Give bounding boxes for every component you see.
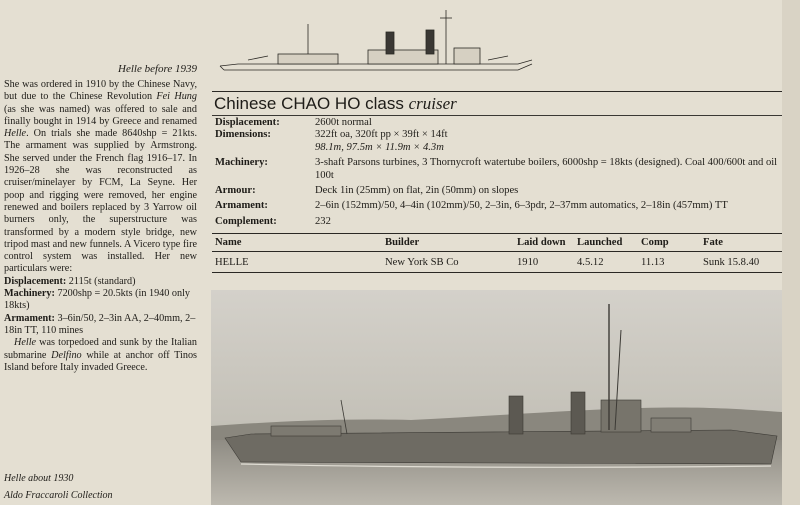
spec-row-complement: [215, 216, 780, 228]
cell-comp: 11.13: [641, 257, 665, 268]
heading-underline: [212, 115, 782, 116]
spec-value: 7200shp = 20.5kts (in 1940 only 18kts): [4, 288, 191, 312]
caption-ship-name: Helle: [118, 63, 142, 75]
caption-text: about 1930: [25, 473, 74, 484]
history-paragraph: [4, 79, 197, 276]
new-displacement: [4, 276, 197, 288]
ship-name: Helle: [4, 128, 27, 140]
col-name: Name: [215, 237, 242, 248]
text-run: . On trials she made 8640shp = 21kts. The armament was supplied by Armstrong. She served under the French flag 1916–17. In 1926–28 she was reconstructed as cruiser/minelayer by FCM, La Seyne. Her poop and rigging were removed, her engine renewed and boilers replaced by 3 Yarrow oil burners only, the superstructure was transformed by a modern style bridge, new tripod mast and new funnels. A Vicero type fire control system was installed. Her new particulars were:: [4, 128, 197, 275]
cell-fate: Sunk 15.8.40: [703, 257, 760, 268]
spec-label: Machinery:: [4, 288, 55, 300]
col-builder: Builder: [385, 237, 420, 248]
caption-text: before 1939: [141, 63, 198, 75]
spec-value: 2600t normal: [315, 117, 372, 128]
table-header-rule: [212, 251, 782, 252]
col-laid-down: Laid down: [517, 237, 566, 248]
spec-row-displacement: [215, 117, 780, 129]
spec-value: 3-shaft Parsons turbines, 3 Thornycroft watertube boilers, 6000shp = 18kts (designed). Coal 400/600t and oil 100t: [315, 157, 778, 181]
class-title: [214, 94, 457, 114]
spec-value: 232: [315, 215, 331, 227]
dimensions-imperial: 322ft oa, 320ft pp × 39ft × 14ft: [315, 129, 448, 141]
caption-ship-name: Helle: [4, 473, 26, 484]
col-comp: Comp: [641, 237, 669, 248]
specifications: [215, 117, 780, 228]
spec-value: Deck 1in (25mm) on flat, 2in (50mm) on slopes: [315, 185, 519, 197]
spec-label: Armour:: [215, 185, 256, 197]
ship-profile-drawing: [218, 4, 536, 74]
new-armament: [4, 313, 197, 338]
photo-caption-before: [118, 63, 197, 75]
class-name: Chinese CHAO HO class: [214, 94, 409, 113]
spec-label: Armament:: [4, 312, 55, 324]
cell-launched: 4.5.12: [577, 257, 604, 268]
photo-caption-about: [4, 473, 73, 484]
ship-type: cruiser: [408, 94, 457, 113]
spec-row-dimensions: [215, 129, 780, 154]
next-page-edge: [782, 0, 800, 505]
spec-row-machinery: [215, 157, 780, 182]
table-top-rule: [212, 233, 782, 234]
spec-value: 2115t (standard): [66, 275, 136, 287]
heading-rule: [212, 91, 782, 92]
cell-name: HELLE: [215, 257, 249, 268]
spec-label: Armament:: [215, 200, 268, 212]
col-launched: Launched: [577, 237, 623, 248]
new-machinery: [4, 288, 197, 313]
spec-value: 3–6in/50, 2–3in AA, 2–40mm, 2–18in TT, 110 mines: [4, 312, 196, 336]
spec-label: Dimensions:: [215, 129, 271, 141]
spec-row-armour: [215, 185, 780, 197]
text-run: while at anchor off Tinos Island before Italy invaded Greece.: [4, 349, 197, 373]
submarine-name: Delfino: [51, 349, 82, 361]
col-fate: Fate: [703, 237, 723, 248]
ship-photograph: [211, 290, 782, 505]
ship-name: Helle: [14, 337, 37, 349]
fate-paragraph: [4, 337, 197, 374]
photo-credit: Aldo Fraccaroli Collection: [4, 490, 113, 501]
cell-laid-down: 1910: [517, 257, 539, 268]
spec-value: 2–6in (152mm)/50, 4–4in (102mm)/50, 2–3in, 6–3pdr, 2–37mm automatics, 2–18in (457mm) TT: [315, 200, 728, 212]
spec-value: [315, 129, 780, 154]
spec-label: Displacement:: [215, 117, 280, 128]
text-run: She was ordered in 1910 by the Chinese Navy, but due to the Chinese Revolution: [4, 79, 197, 103]
cell-builder: New York SB Co: [385, 257, 459, 268]
dimensions-metric: 98.1m, 97.5m × 11.9m × 4.3m: [315, 141, 444, 153]
spec-label: Complement:: [215, 215, 277, 227]
text-run: (as she was named) was offered to sale and finally bought in 1914 by Greece and renamed: [4, 103, 197, 127]
original-ship-name: Fei Hung: [156, 91, 197, 103]
spec-row-armament: [215, 200, 780, 212]
history-text: [4, 79, 197, 374]
spec-label: Displacement:: [4, 275, 67, 287]
table-bottom-rule: [212, 272, 782, 273]
spec-label: Machinery:: [215, 157, 268, 169]
text-run: was torpedoed and sunk by the Italian submarine: [4, 337, 197, 361]
